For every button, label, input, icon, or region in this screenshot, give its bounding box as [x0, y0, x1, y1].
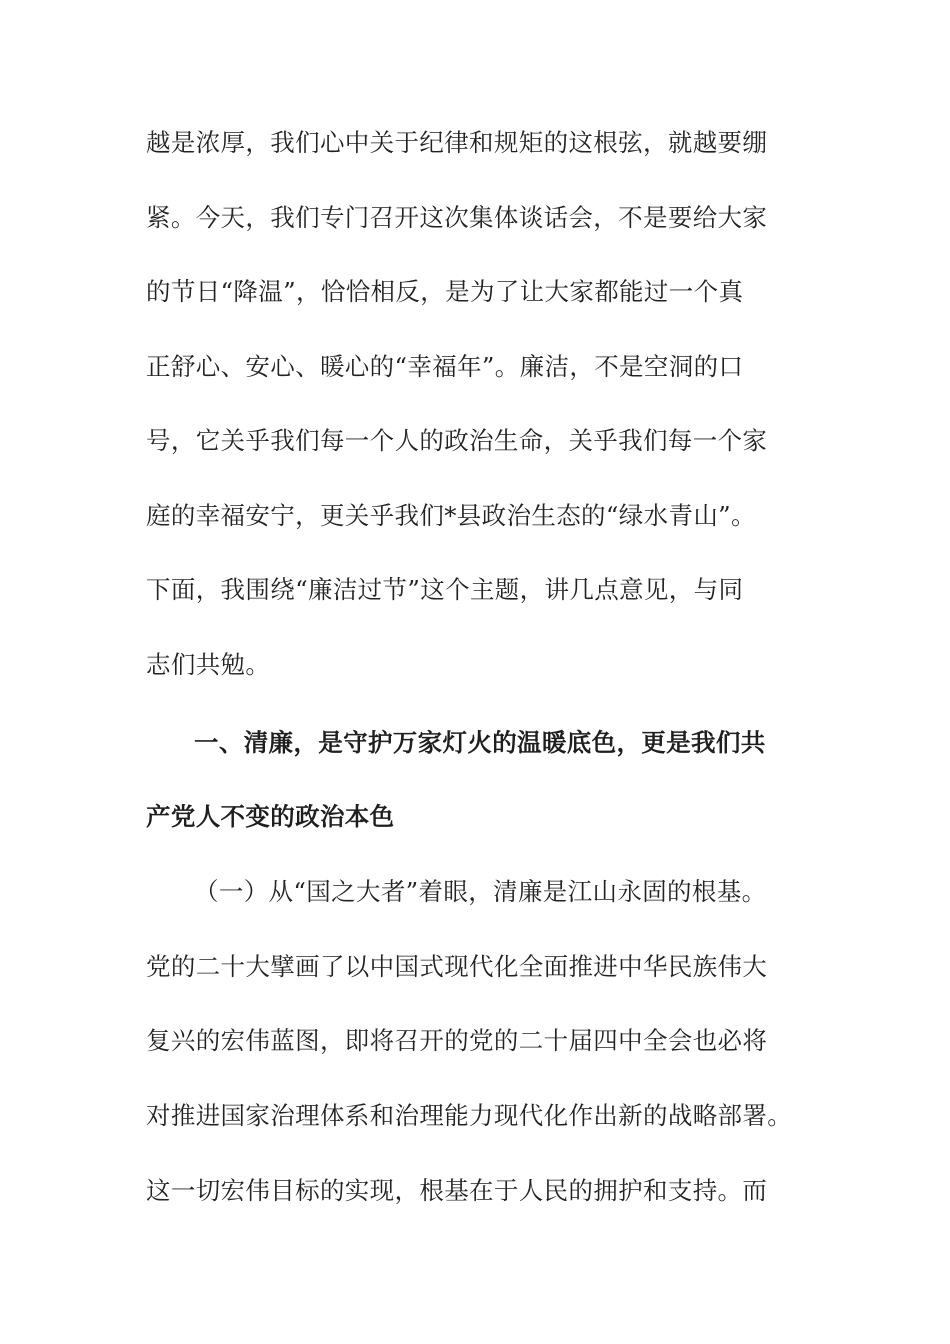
paragraph-line: （一）从“国之大者”着眼，清廉是江山永固的根基。 — [194, 877, 767, 906]
section-heading: 产党人不变的政治本色 — [146, 802, 395, 831]
paragraph-line: 复兴的宏伟蓝图，即将召开的党的二十届四中全会也必将 — [146, 1026, 768, 1055]
paragraph-line: 紧。今天，我们专门召开这次集体谈话会，不是要给大家 — [146, 203, 768, 232]
section-heading: 一、清廉，是守护万家灯火的温暖底色，更是我们共 — [194, 728, 766, 757]
paragraph-line: 对推进国家治理体系和治理能力现代化作出新的战略部署。 — [146, 1101, 793, 1130]
paragraph-line: 这一切宏伟目标的实现，根基在于人民的拥护和支持。而 — [146, 1176, 768, 1205]
paragraph-line: 庭的幸福安宁，更关乎我们*县政治生态的“绿水青山”。 — [146, 501, 756, 530]
paragraph-line: 越是浓厚，我们心中关于纪律和规矩的这根弦，就越要绷 — [146, 128, 768, 157]
paragraph-line: 正舒心、安心、暖心的“幸福年”。廉洁，不是空洞的口 — [146, 352, 744, 381]
paragraph-line: 下面，我围绕“廉洁过节”这个主题，讲几点意见，与同 — [146, 575, 744, 604]
paragraph-line: 党的二十大擘画了以中国式现代化全面推进中华民族伟大 — [146, 952, 768, 981]
paragraph-line: 的节日“降温”，恰恰相反，是为了让大家都能过一个真 — [146, 277, 744, 306]
paragraph-line: 志们共勉。 — [146, 650, 271, 679]
paragraph-line: 号，它关乎我们每一个人的政治生命，关乎我们每一个家 — [146, 426, 768, 455]
